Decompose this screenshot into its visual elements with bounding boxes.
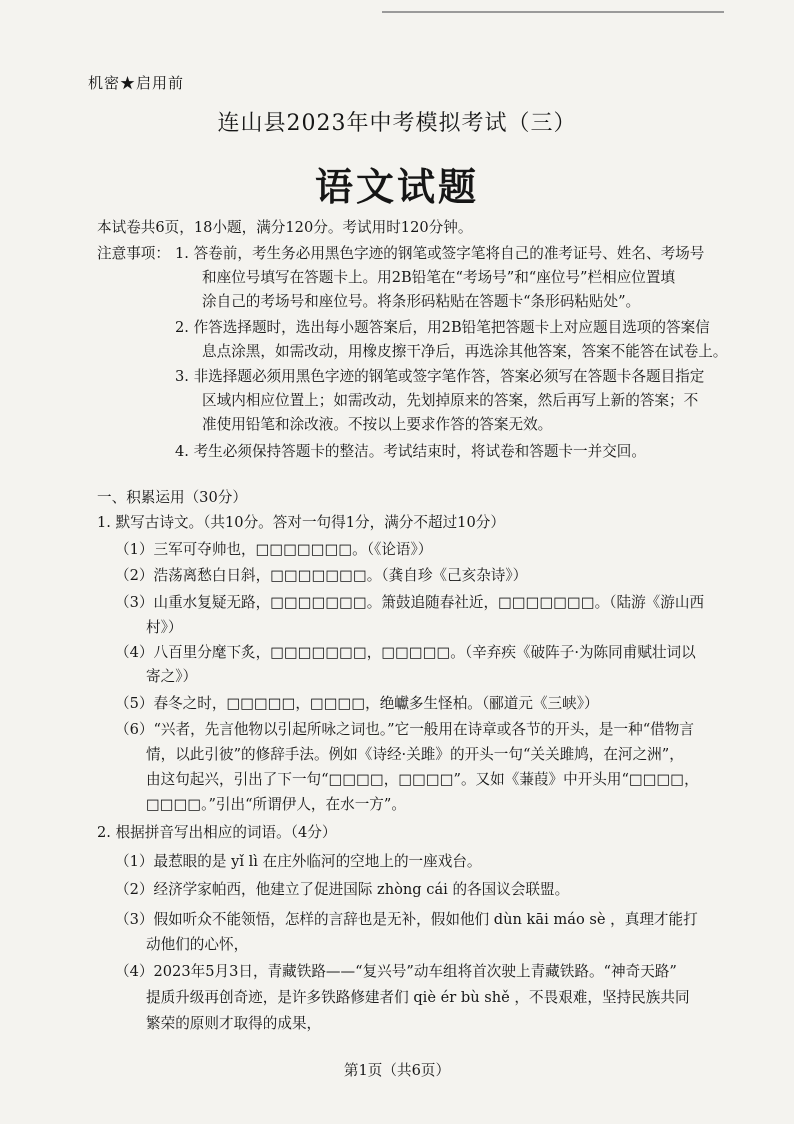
question-2-4-line-3: 繁荣的原则才取得的成果， [146,1015,322,1032]
question-1-6-line-1: （6）“兴者，先言他物以引起所咏之词也。”它一般用在诗章或各节的开头，是一种“借物言 [115,721,694,738]
question-1-3-line-1: （3）山重水复疑无路，□□□□□□□。箫鼓追随春社近，□□□□□□□。（陆游《游山西 [115,594,705,611]
question-1-4-line-1: （4）八百里分麾下炙，□□□□□□□，□□□□□。（辛弃疾《破阵子·为陈同甫赋壮词以 [115,644,696,661]
intro-text: 本试卷共6页，18小题，满分120分。考试用时120分钟。 [97,219,473,236]
question-1-6-line-4: □□□□。”引出“所谓伊人，在水一方”。 [146,796,406,813]
question-1-4-line-2: 寄之》） [146,668,198,685]
secret-label: 机密★启用前 [88,74,185,92]
top-scan-line [382,11,724,13]
note-1-line-2: 和座位号填写在答题卡上。用2B铅笔在“考场号”和“座位号”栏相应位置填 [202,269,676,286]
question-2-3-line-1: （3）假如听众不能领悟，怎样的言辞也是无补，假如他们 dùn kāi máo sè ，真理才能打 [115,911,698,928]
question-1-2: （2）浩荡离愁白日斜，□□□□□□□。（龚自珍《己亥杂诗》） [115,567,528,584]
question-2-2: （2）经济学家帕西，他建立了促进国际 zhòng cái 的各国议会联盟。 [115,881,570,898]
question-2-3-line-2: 动他们的心怀， [146,936,249,953]
question-2-4-line-2: 提质升级再创奇迹，是许多铁路修建者们 qiè ér bù shě ，不畏艰难，坚持民族共同 [146,989,690,1006]
note-2-line-1: 2. 作答选择题时，选出每小题答案后，用2B铅笔把答题卡上对应题目选项的答案信 [175,319,710,336]
question-1-3-line-2: 村》） [146,619,183,636]
note-3-line-3: 准使用铅笔和涂改液。不按以上要求作答的答案无效。 [202,416,553,433]
question-1-1: （1）三军可夺帅也，□□□□□□□。（《论语》） [115,541,433,558]
question-2-4-line-1: （4）2023年5月3日，青藏铁路——“复兴号”动车组将首次驶上青藏铁路。“神奇天路” [115,963,677,980]
question-1-6-line-2: 情，以此引彼”的修辞手法。例如《诗经·关雎》的开头一句“关关雎鸠，在河之洲”， [146,746,684,763]
notes-label: 注意事项： [97,245,170,262]
note-4-line-1: 4. 考生必须保持答题卡的整洁。考试结束时，将试卷和答题卡一并交回。 [175,443,646,460]
question-1-stem: 1. 默写古诗文。（共10分。答对一句得1分，满分不超过10分） [97,514,505,531]
note-3-line-1: 3. 非选择题必须用黑色字迹的钢笔或签字笔作答，答案必须写在答题卡各题目指定 [175,368,705,385]
exam-title: 连山县2023年中考模拟考试（三） [217,111,577,136]
question-1-5: （5）春冬之时，□□□□□，□□□□，绝巘多生怪柏。（郦道元《三峡》） [115,695,599,712]
note-2-line-2: 息点涂黑，如需改动，用橡皮擦干净后，再选涂其他答案，答案不能答在试卷上。 [202,343,728,360]
note-1-line-3: 涂自己的考场号和座位号。将条形码粘贴在答题卡“条形码粘贴处”。 [202,293,641,310]
subject-title: 语文试题 [314,164,479,209]
question-2-1: （1）最惹眼的是 yǐ lì 在庄外临河的空地上的一座戏台。 [115,853,482,870]
note-1-line-1: 1. 答卷前，考生务必用黑色字迹的钢笔或签字笔将自己的准考证号、姓名、考场号 [175,245,705,262]
note-3-line-2: 区域内相应位置上；如需改动，先划掉原来的答案，然后再写上新的答案；不 [202,392,699,409]
page-number: 第1页（共6页） [343,1062,451,1079]
section-1-heading: 一、积累运用（30分） [97,489,247,506]
question-2-stem: 2. 根据拼音写出相应的词语。（4分） [97,824,337,841]
question-1-6-line-3: 由这句起兴，引出了下一句“□□□□，□□□□”。又如《蒹葭》中开头用“□□□□， [146,771,699,788]
